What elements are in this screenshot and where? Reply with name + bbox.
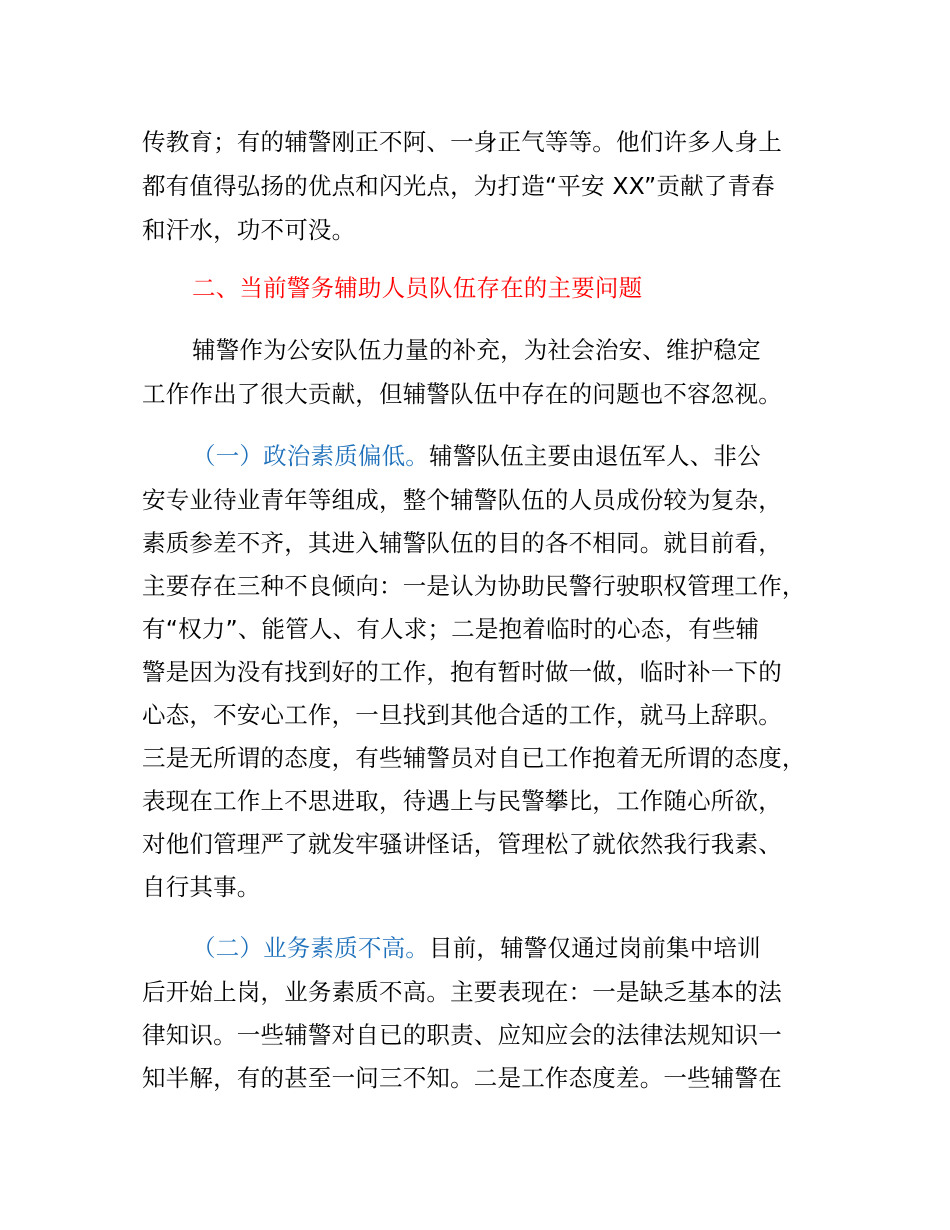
paragraph-line: 工作作出了很大贡献，但辅警队伍中存在的问题也不容忽视。 <box>142 380 782 408</box>
subsection-first-line <box>192 928 761 968</box>
paragraph-line: 安专业待业青年等组成，整个辅警队伍的人员成份较为复杂， <box>142 486 782 514</box>
paragraph-line: 素质参差不齐，其进入辅警队伍的目的各不相同。就目前看， <box>142 529 782 557</box>
paragraph-text: 辅警队伍主要由退伍军人、非公 <box>429 442 761 470</box>
paragraph-line: 表现在工作上不思进取，待遇上与民警攀比，工作随心所欲， <box>142 787 782 815</box>
paragraph-line: 后开始上岗，业务素质不高。主要表现在：一是缺乏基本的法 <box>142 978 782 1006</box>
paragraph-line: 知半解，有的甚至一问三不知。二是工作态度差。一些辅警在 <box>142 1064 782 1092</box>
paragraph-line: 传教育；有的辅警刚正不阿、一身正气等等。他们许多人身上 <box>142 128 782 156</box>
paragraph-text: 目前，辅警仅通过岗前集中培训 <box>429 934 761 962</box>
subsection-heading: （二）业务素质不高。 <box>192 934 429 962</box>
paragraph-line: 三是无所谓的态度，有些辅警员对自已工作抱着无所谓的态度， <box>142 744 806 772</box>
paragraph-line: 心态，不安心工作，一旦找到其他合适的工作，就马上辞职。 <box>142 701 782 729</box>
paragraph-line: 自行其事。 <box>142 873 261 901</box>
paragraph-line: 都有值得弘扬的优点和闪光点，为打造“平安 XX”贡献了青春 <box>142 172 775 200</box>
paragraph-line: 律知识。一些辅警对自已的职责、应知应会的法律法规知识一 <box>142 1021 782 1049</box>
paragraph-line: 主要存在三种不良倾向：一是认为协助民警行驶职权管理工作， <box>142 572 806 600</box>
section-heading: 二、当前警务辅助人员队伍存在的主要问题 <box>192 274 643 302</box>
subsection-heading: （一）政治素质偏低。 <box>192 442 429 470</box>
paragraph-line: 对他们管理严了就发牢骚讲怪话，管理松了就依然我行我素、 <box>142 830 782 858</box>
subsection-first-line <box>192 436 761 476</box>
paragraph-line: 有“权力”、能管人、有人求；二是抱着临时的心态，有些辅 <box>142 615 760 643</box>
paragraph-line: 警是因为没有找到好的工作，抱有暂时做一做，临时补一下的 <box>142 658 782 686</box>
paragraph-line: 和汗水，功不可没。 <box>142 216 356 244</box>
paragraph-line: 辅警作为公安队伍力量的补充，为社会治安、维护稳定 <box>192 336 761 364</box>
